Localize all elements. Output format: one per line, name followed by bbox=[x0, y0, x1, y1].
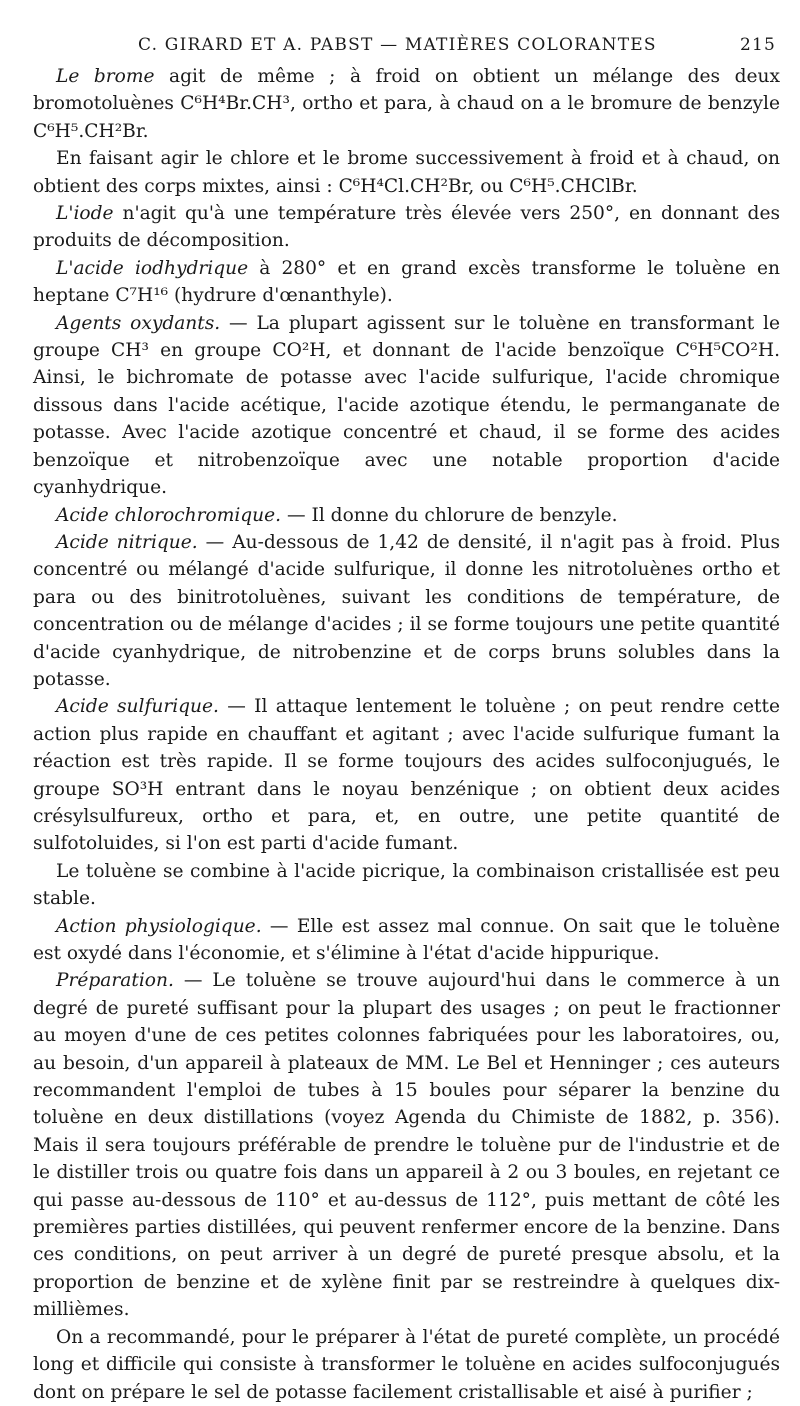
paragraph-text: En faisant agir le chlore et le brome successivement à froid et à chaud, on obtient des corps mixtes, ainsi : C⁶H⁴Cl.CH²Br, ou C⁶H⁵.CHClBr. bbox=[33, 148, 780, 197]
paragraph-text: à 280° et en grand excès transforme le toluène en heptane C⁷H¹⁶ (hydrure d'œnanthyle). bbox=[33, 257, 780, 307]
paragraph bbox=[33, 858, 780, 913]
paragraph-text: Le toluène se combine à l'acide picrique, la combinaison cristallisée est peu stable. bbox=[33, 860, 780, 910]
paragraph-text: — Il attaque lentement le toluène ; on peut rendre cette action plus rapide en chauffant et agitant ; avec l'acide sulfurique fumant la réaction est très rapide. Il se forme toujours des acides sulfoconjugués, le groupe SO³H entrant dans le noyau benzénique ; on obtient deux acides crésylsulfureux, ortho et para, et, en outre, une petite quantité de sulfotoluides, si l'on est parti d'acide fumant. bbox=[33, 696, 780, 855]
paragraph-text: — Il donne du chlorure de benzyle. bbox=[281, 504, 618, 526]
paragraph bbox=[33, 913, 780, 968]
running-title: C. GIRARD ET A. PABST — MATIÈRES COLORANTES bbox=[138, 35, 657, 55]
paragraph-text: agit de même ; à froid on obtient un mélange des deux bromotoluènes C⁶H⁴Br.CH³, ortho et para, à chaud on a le bromure de benzyle C⁶H⁵.CH²Br. bbox=[33, 66, 780, 142]
paragraph-lead: Agents oxydants. bbox=[56, 312, 221, 334]
paragraph-lead: L'acide iodhydrique bbox=[56, 257, 249, 279]
paragraph-text: On a recommandé, pour le préparer à l'état de pureté complète, un procédé long et difficile qui consiste à transformer le toluène en acides sulfoconjugués dont on prépare le sel de potasse facilement cristallisable et aisé à purifier ; bbox=[33, 1326, 780, 1403]
paragraph bbox=[33, 255, 780, 310]
paragraph-text: — Elle est assez mal connue. On sait que le toluène est oxydé dans l'économie, et s'élimine à l'état d'acide hippurique. bbox=[33, 915, 780, 964]
paragraph-lead: Action physiologique. bbox=[56, 915, 262, 937]
paragraph bbox=[33, 145, 780, 200]
body-text bbox=[33, 63, 780, 1406]
paragraph-lead: Préparation. bbox=[56, 970, 174, 992]
paragraph bbox=[33, 693, 780, 857]
paragraph bbox=[33, 1324, 780, 1406]
paragraph bbox=[33, 200, 780, 255]
running-header bbox=[33, 33, 780, 63]
paragraph bbox=[33, 967, 780, 1323]
paragraph-lead: Acide chlorochromique. bbox=[56, 504, 282, 526]
paragraph-text: — La plupart agissent sur le toluène en transformant le groupe CH³ en groupe CO²H, et donnant de l'acide benzoïque C⁶H⁵CO²H. Ainsi, le bichromate de potasse avec l'acide sulfurique, l'acide chromique dissous dans l'acide acétique, l'acide azotique étendu, le permanganate de potasse. Avec l'acide azotique concentré et chaud, il se forme des acides benzoïque et nitrobenzoïque avec une notable proportion d'acide cyanhydrique. bbox=[33, 312, 780, 499]
paragraph bbox=[33, 310, 780, 502]
paragraph bbox=[33, 63, 780, 145]
paragraph-text: — Au-dessous de 1,42 de densité, il n'agit pas à froid. Plus concentré ou mélangé d'acide sulfurique, il donne les nitrotoluènes ortho et para ou des binitrotoluènes, suivant les conditions de température, de concentration ou de mélange d'acides ; il se forme toujours une petite quantité d'acide cyanhydrique, de nitrobenzine et de corps bruns solubles dans la potasse. bbox=[33, 531, 780, 690]
paragraph bbox=[33, 529, 780, 693]
page-number: 215 bbox=[739, 35, 776, 55]
paragraph-text: n'agit qu'à une température très élevée vers 250°, en donnant des produits de décomposition. bbox=[33, 203, 780, 252]
paragraph-lead: L'iode bbox=[56, 203, 114, 225]
paragraph-text: — Le toluène se trouve aujourd'hui dans le commerce à un degré de pureté suffisant pour la plupart des usages ; on peut le fractionner au moyen d'une de ces petites colonnes fabriquées pour les laboratoires, ou, au besoin, d'un appareil à plateaux de MM. Le Bel et Henninger ; ces auteurs recommandent l'emploi de tubes à 15 boules pour séparer la benzine du toluène en deux distillations (voyez Agenda du Chimiste de 1882, p. 356). Mais il sera toujours préférable de prendre le toluène pur de l'industrie et de le distiller trois ou quatre fois dans un appareil à 2 ou 3 boules, en rejetant ce qui passe au-dessous de 110° et au-dessus de 112°, puis mettant de côté les premières parties distillées, qui peuvent renfermer encore de la benzine. Dans ces conditions, on peut arriver à un degré de pureté presque absolu, et la proportion de benzine et de xylène finit par se restreindre à quelques dix-millièmes. bbox=[33, 970, 780, 1321]
paragraph-lead: Acide nitrique. bbox=[56, 531, 198, 553]
paragraph-lead: Le brome bbox=[56, 66, 155, 87]
paragraph-lead: Acide sulfurique. bbox=[56, 696, 219, 718]
paragraph bbox=[33, 502, 780, 529]
